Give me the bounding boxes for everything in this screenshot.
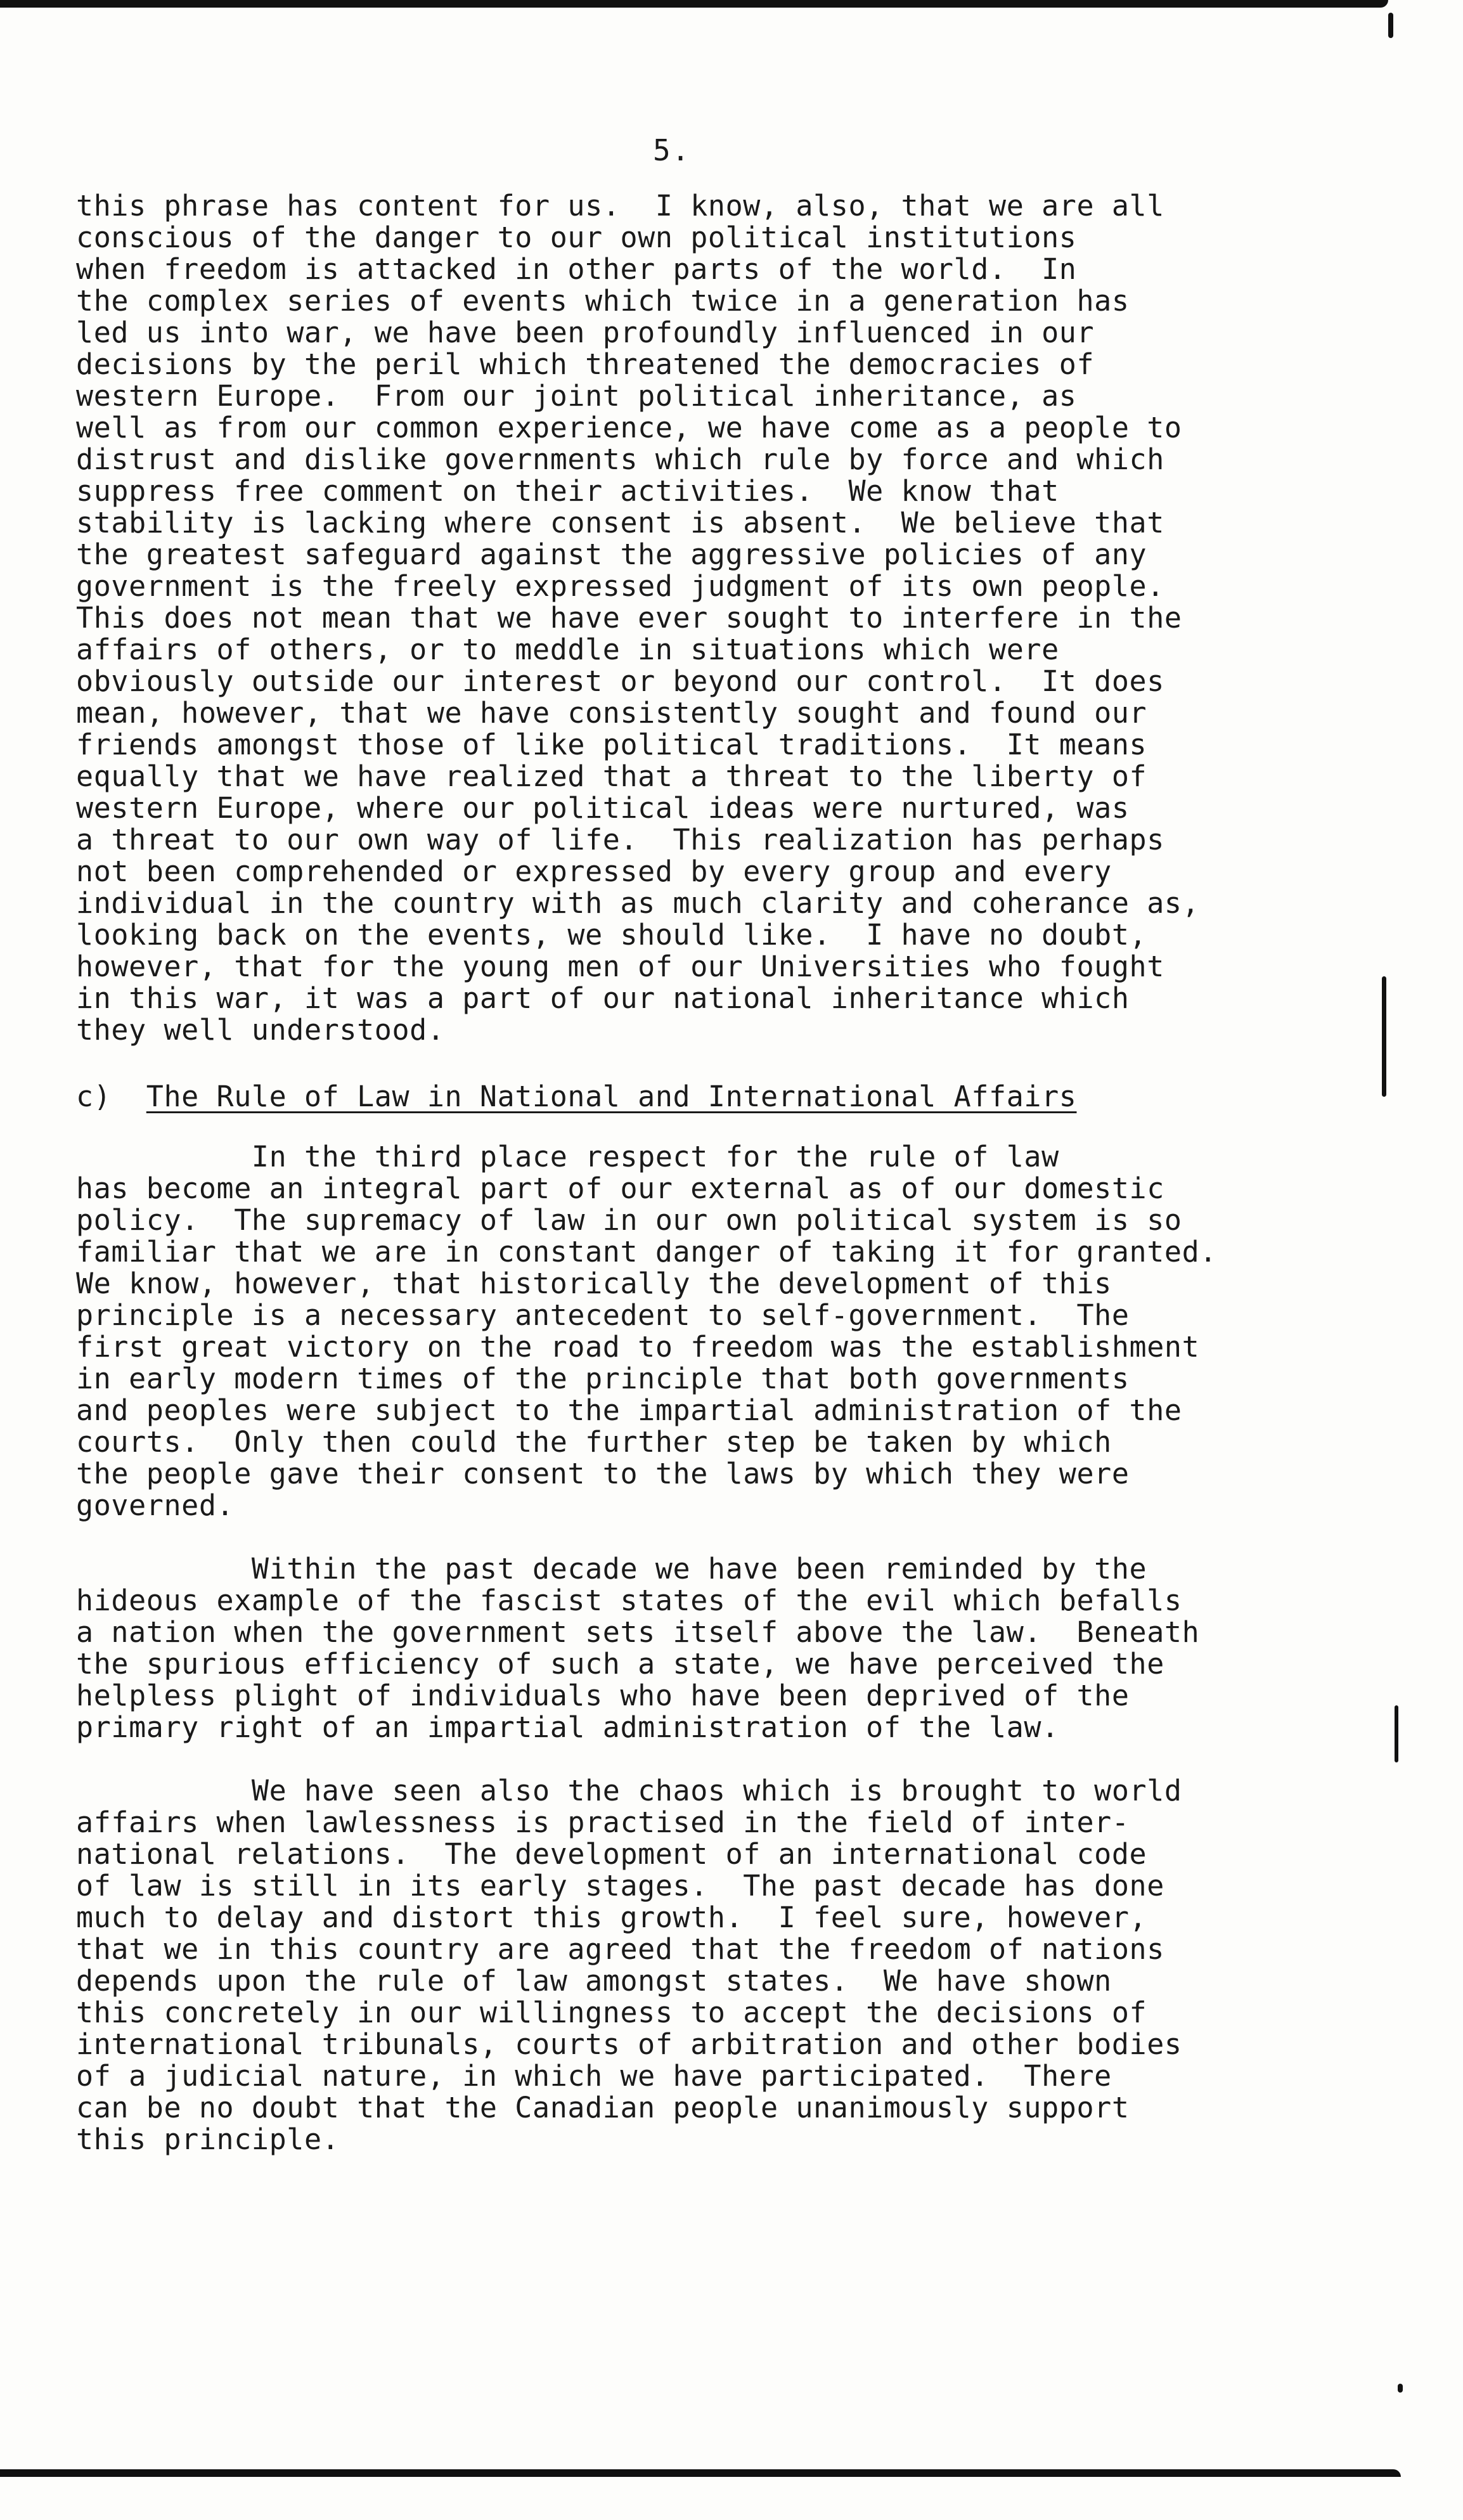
margin-mark-top-right xyxy=(1388,13,1393,38)
top-border-rule xyxy=(0,0,1388,8)
paragraph-2: In the third place respect for the rule of law has become an integral part of our external as of our domestic policy. The supremacy of law in our own political system is so familiar that we are in constant danger of taking it for granted. We know, however, that historically the development of this principle is a necessary antecedent to self-government. The first great victory on the road to freedom was the establishment in early modern times of the principle that both governments and peoples were subject to the impartial administration of the courts. Only then could the further step be taken by which the people gave their consent to the laws by which they were governed. xyxy=(76,1140,1217,1522)
margin-bracket-right-2 xyxy=(1395,1705,1398,1762)
section-marker: c) xyxy=(76,1080,112,1113)
section-heading xyxy=(76,1081,1076,1113)
margin-dot-bottom-right xyxy=(1398,2384,1403,2393)
margin-bracket-right-1 xyxy=(1382,976,1386,1097)
paragraph-1: this phrase has content for us. I know, also, that we are all conscious of the danger to our own political institutions when freedom is attacked in other parts of the world. In the complex series of events which twice in a generation has led us into war, we have been profoundly influenced in our decisions by the peril which threatened the democracies of western Europe. From our joint political inheritance, as well as from our common experience, we have come as a people to distrust and dislike governments which rule by force and which suppress free comment on their activities. We know that stability is lacking where consent is absent. We believe that the greatest safeguard against the aggressive policies of any government is the freely expressed judgment of its own people. This does not mean that we have ever sought to interfere in the affairs of others, or to meddle in situations which were obviously outside our interest or beyond our control. It does mean, however, that we have consistently sought and found our friends amongst those of like political traditions. It means equally that we have realized that a threat to the liberty of western Europe, where our political ideas were nurtured, was a threat to our own way of life. This realization has perhaps not been comprehended or expressed by every group and every individual in the country with as much clarity and coherance as, looking back on the events, we should like. I have no doubt, however, that for the young men of our Universities who fought in this war, it was a part of our national inheritance which they well understood. xyxy=(76,189,1200,1047)
paragraph-4: We have seen also the chaos which is brought to world affairs when lawlessness is practised in the field of inter- national relations. The development of an international code of law is still in its early stages. The past decade has done much to delay and distort this growth. I feel sure, however, that we in this country are agreed that the freedom of nations depends upon the rule of law amongst states. We have shown this concretely in our willingness to accept the decisions of international tribunals, courts of arbitration and other bodies of a judicial nature, in which we have participated. There can be no doubt that the Canadian people unanimously support this principle. xyxy=(76,1774,1182,2156)
bottom-border-rule xyxy=(0,2469,1401,2477)
section-title: The Rule of Law in National and International Affairs xyxy=(146,1080,1077,1113)
paragraph-3: Within the past decade we have been reminded by the hideous example of the fascist states of the evil which befalls a nation when the government sets itself above the law. Beneath the spurious efficiency of such a state, we have perceived the helpless plight of individuals who have been deprived of the primary right of an impartial administration of the law. xyxy=(76,1552,1200,1744)
page-number: 5. xyxy=(653,133,691,167)
